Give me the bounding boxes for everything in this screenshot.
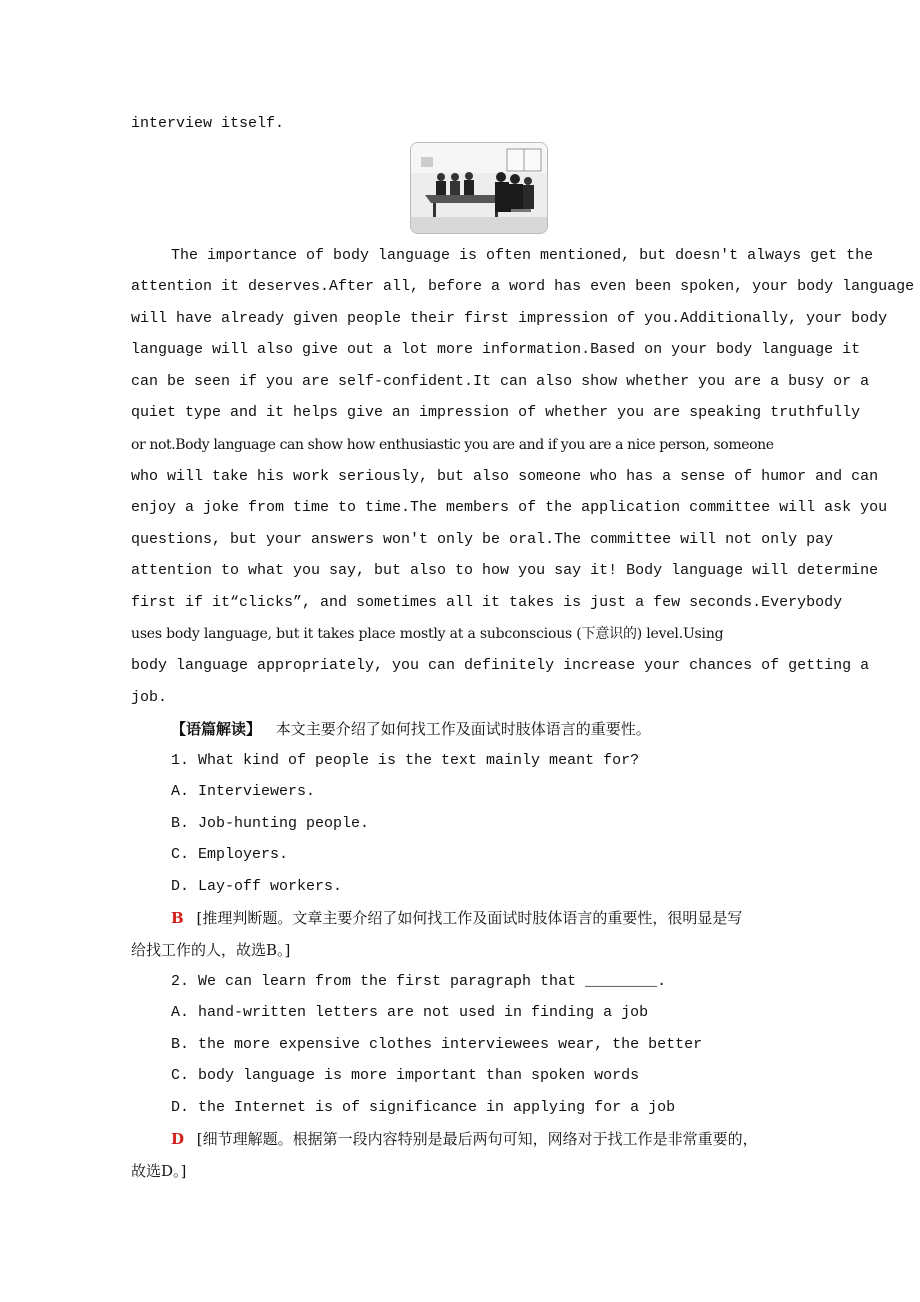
option-b: B. the more expensive clothes interviewees wear, the better — [171, 1036, 703, 1053]
explanation-text: [推理判断题。文章主要介绍了如何找工作及面试时肢体语言的重要性，很明显是写 — [196, 909, 743, 927]
passage-line: body language appropriately, you can definitely increase your chances of getting a — [131, 657, 870, 674]
passage-line: first if it“clicks”, and sometimes all it takes is just a few seconds.Everybody — [131, 594, 843, 611]
passage-line: uses body language, but it takes place mostly at a subconscious (下意识的) level.Using — [131, 626, 724, 642]
option-c: C. body language is more important than spoken words — [171, 1067, 640, 1084]
passage-line: job. — [131, 689, 168, 706]
passage-line: The importance of body language is often mentioned, but doesn't always get the — [171, 247, 874, 264]
passage-line: will have already given people their first impression of you.Additionally, your body — [131, 310, 888, 327]
passage-line: or not.Body language can show how enthusiastic you are and if you are a nice person, someone — [131, 437, 774, 453]
option-a: A. Interviewers. — [171, 783, 316, 800]
intro-tail: interview itself. — [131, 115, 285, 132]
interview-photo — [410, 142, 548, 234]
option-d: D. Lay-off workers. — [171, 878, 343, 895]
analysis-tag: 【语篇解读】 — [171, 720, 262, 738]
passage-line: attention it deserves.After all, before a word has even been spoken, your body language — [131, 278, 915, 295]
passage-line: questions, but your answers won't only be oral.The committee will not only pay — [131, 531, 834, 548]
answer-explanation — [171, 908, 836, 928]
passage-line: who will take his work seriously, but also someone who has a sense of humor and can — [131, 468, 879, 485]
passage-line: language will also give out a lot more information.Based on your body language it — [131, 341, 861, 358]
passage-line: can be seen if you are self-confident.It can also show whether you are a busy or a — [131, 373, 870, 390]
interview-photo-illustration — [411, 143, 547, 233]
question-stem: 1. What kind of people is the text mainly meant for? — [171, 752, 640, 769]
question-stem: 2. We can learn from the first paragraph that ________. — [171, 973, 667, 990]
explanation-text-cont: 故选D。] — [131, 1162, 187, 1180]
passage-line: enjoy a joke from time to time.The members of the application committee will ask you — [131, 499, 888, 516]
passage-line: quiet type and it helps give an impression of whether you are speaking truthfully — [131, 404, 861, 421]
answer-letter: B — [171, 909, 184, 927]
option-a: A. hand-written letters are not used in finding a job — [171, 1004, 649, 1021]
answer-explanation — [171, 1129, 836, 1149]
option-b: B. Job-hunting people. — [171, 815, 370, 832]
explanation-text: [细节理解题。根据第一段内容特别是最后两句可知，网络对于找工作是非常重要的， — [196, 1130, 758, 1148]
passage-analysis — [171, 719, 836, 739]
option-d: D. the Internet is of significance in applying for a job — [171, 1099, 676, 1116]
passage-line: attention to what you say, but also to how you say it! Body language will determine — [131, 562, 879, 579]
answer-letter: D — [171, 1130, 185, 1148]
analysis-text: 本文主要介绍了如何找工作及面试时肢体语言的重要性。 — [275, 720, 651, 738]
option-c: C. Employers. — [171, 846, 289, 863]
explanation-text-cont: 给找工作的人，故选B。] — [131, 941, 291, 959]
